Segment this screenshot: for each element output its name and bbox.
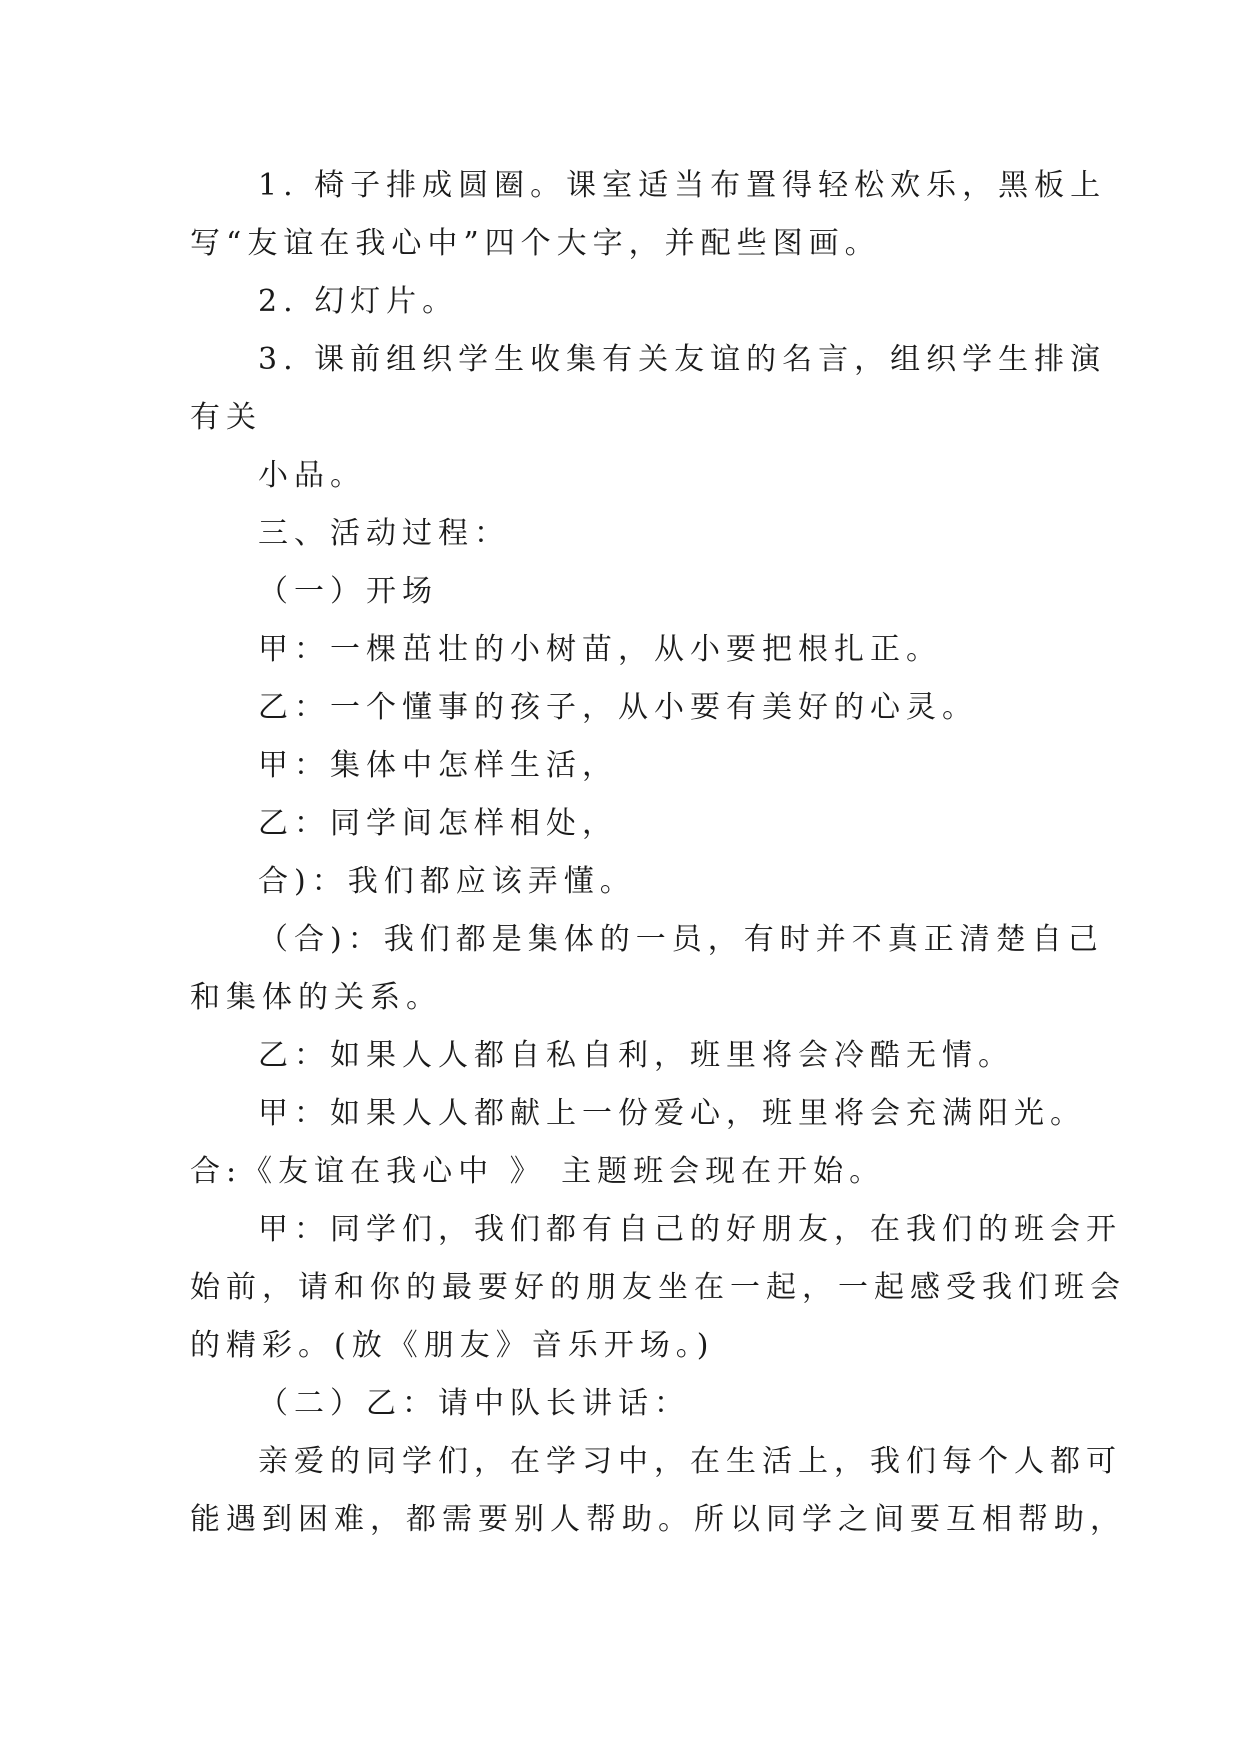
text-line: （二）乙：请中队长讲话： [258, 1386, 690, 1421]
text-line: 乙：如果人人都自私自利，班里将会冷酷无情。 [258, 1038, 1014, 1073]
text-line: 2. 幻灯片。 [258, 284, 459, 319]
text-line: 甲：如果人人都献上一份爱心，班里将会充满阳光。 [258, 1096, 1086, 1131]
text-line: 三、活动过程： [258, 516, 510, 551]
text-line: （一）开场 [258, 574, 438, 609]
text-line: 写“友谊在我心中”四个大字，并配些图画。 [190, 226, 881, 261]
text-line: 能遇到困难，都需要别人帮助。所以同学之间要互相帮助， [190, 1502, 1126, 1537]
text-line: 甲：集体中怎样生活， [258, 748, 618, 783]
text-line: 3. 课前组织学生收集有关友谊的名言，组织学生排演 [258, 342, 1107, 377]
text-line: 1. 椅子排成圆圈。课室适当布置得轻松欢乐，黑板上 [258, 168, 1107, 203]
text-line: 乙：一个懂事的孩子，从小要有美好的心灵。 [258, 690, 978, 725]
text-line: 始前，请和你的最要好的朋友坐在一起，一起感受我们班会 [190, 1270, 1126, 1305]
text-line: 的精彩。(放《朋友》音乐开场。) [190, 1328, 715, 1363]
text-line: 合:《友谊在我心中 》 主题班会现在开始。 [190, 1154, 886, 1189]
text-line: 和集体的关系。 [190, 980, 442, 1015]
text-line: 亲爱的同学们，在学习中，在生活上，我们每个人都可 [258, 1444, 1122, 1479]
text-line: 有关 [190, 400, 262, 435]
text-line: 小品。 [258, 458, 366, 493]
text-line: 甲：同学们，我们都有自己的好朋友，在我们的班会开 [258, 1212, 1122, 1247]
text-line: 甲：一棵茁壮的小树苗，从小要把根扎正。 [258, 632, 942, 667]
text-line: 乙：同学间怎样相处， [258, 806, 618, 841]
text-line: （合)：我们都是集体的一员，有时并不真正清楚自己 [258, 922, 1104, 957]
text-line: 合)：我们都应该弄懂。 [258, 864, 636, 899]
